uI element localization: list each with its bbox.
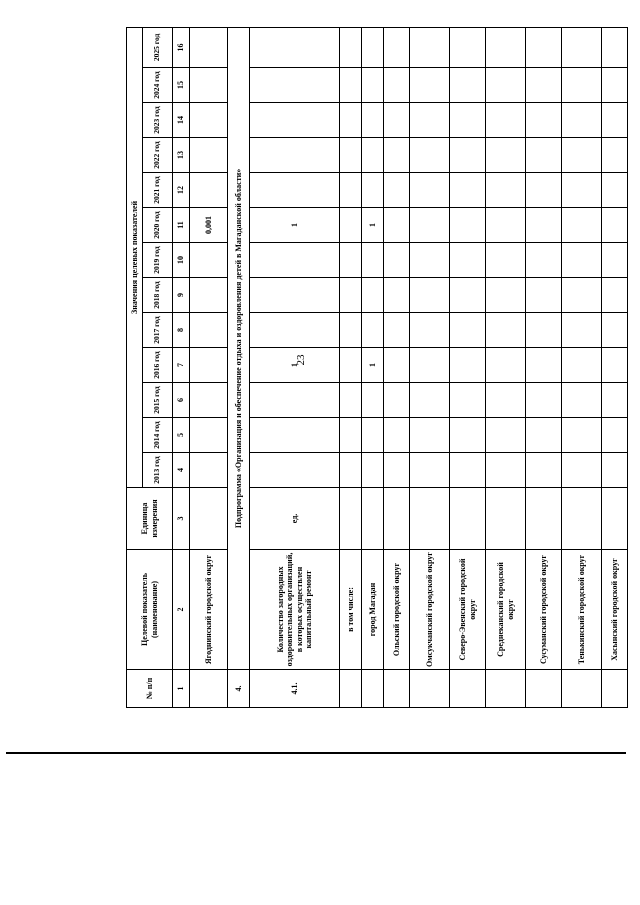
header-values-group: Значения целевых показателей bbox=[127, 27, 143, 487]
page-number: 23 bbox=[295, 354, 307, 366]
header-year: 2022 год bbox=[143, 138, 173, 173]
column-number: 15 bbox=[173, 68, 190, 103]
target-indicators-table bbox=[126, 27, 628, 708]
row-unit: ед. bbox=[250, 488, 340, 550]
column-number: 14 bbox=[173, 103, 190, 138]
header-year: 2015 год bbox=[143, 383, 173, 418]
column-number: 9 bbox=[173, 278, 190, 313]
header-year: 2016 год bbox=[143, 348, 173, 383]
table-row bbox=[250, 27, 340, 707]
cell-value: 1 bbox=[362, 348, 384, 383]
row-name: Хасынский городской округ bbox=[602, 550, 628, 670]
column-number: 13 bbox=[173, 138, 190, 173]
cell-value: 0,001 bbox=[190, 208, 228, 243]
row-name: Северо-Эвенский городской округ bbox=[450, 550, 486, 670]
table-row bbox=[602, 27, 628, 707]
column-number: 4 bbox=[173, 453, 190, 488]
cell-value: 1 bbox=[250, 208, 340, 243]
header-year: 2014 год bbox=[143, 418, 173, 453]
header-year: 2018 год bbox=[143, 278, 173, 313]
row-name: Сусуманский городской округ bbox=[526, 550, 562, 670]
column-numbers-row bbox=[173, 27, 190, 707]
header-unit: Единица измерения bbox=[127, 488, 173, 550]
header-num: № п/п bbox=[127, 670, 173, 708]
header-year: 2020 год bbox=[143, 208, 173, 243]
cell-value: 1 bbox=[362, 208, 384, 243]
cell-value: 1 bbox=[250, 348, 340, 383]
column-number: 12 bbox=[173, 173, 190, 208]
row-name: в том числе: bbox=[340, 550, 362, 670]
table-row bbox=[526, 27, 562, 707]
row-num: 4.1. bbox=[250, 670, 340, 708]
row-name: Ольский городской округ bbox=[384, 550, 410, 670]
row-name: Количество загородных оздоровительных организаций, в которых осуществлен капитальный ремонт bbox=[250, 550, 340, 670]
section-row bbox=[228, 27, 250, 707]
row-name: Ягоднинский городской округ bbox=[190, 550, 228, 670]
row-name: город Магадан bbox=[362, 550, 384, 670]
column-number: 1 bbox=[173, 670, 190, 708]
header-year: 2013 год bbox=[143, 453, 173, 488]
table-row bbox=[340, 27, 362, 707]
column-number: 6 bbox=[173, 383, 190, 418]
column-number: 7 bbox=[173, 348, 190, 383]
table-row bbox=[450, 27, 486, 707]
column-number: 5 bbox=[173, 418, 190, 453]
rotated-table-wrapper bbox=[126, 28, 619, 708]
header-year: 2024 год bbox=[143, 68, 173, 103]
section-title: Подпрограмма «Организация и обеспечение отдыха и оздоровления детей в Магаданской области» bbox=[228, 27, 250, 669]
row-name: Омсукчанский городской округ bbox=[410, 550, 450, 670]
table-row bbox=[190, 27, 228, 707]
column-number: 8 bbox=[173, 313, 190, 348]
table-row bbox=[362, 27, 384, 707]
table-row bbox=[410, 27, 450, 707]
table-row bbox=[384, 27, 410, 707]
row-name: Среднеканский городской округ bbox=[486, 550, 526, 670]
table-row bbox=[562, 27, 602, 707]
header-year: 2017 год bbox=[143, 313, 173, 348]
row-name: Тенькинский городской округ bbox=[562, 550, 602, 670]
header-year: 2025 год bbox=[143, 27, 173, 67]
header-year: 2021 год bbox=[143, 173, 173, 208]
column-number: 11 bbox=[173, 208, 190, 243]
districts-body bbox=[384, 27, 628, 707]
column-number: 16 bbox=[173, 27, 190, 67]
header-year: 2023 год bbox=[143, 103, 173, 138]
header-indicator: Целевой показатель (наименование) bbox=[127, 550, 173, 670]
horizontal-rule bbox=[6, 752, 626, 754]
section-num: 4. bbox=[228, 670, 250, 708]
column-number: 10 bbox=[173, 243, 190, 278]
column-number: 2 bbox=[173, 550, 190, 670]
column-number: 3 bbox=[173, 488, 190, 550]
table-row bbox=[486, 27, 526, 707]
header-year: 2019 год bbox=[143, 243, 173, 278]
